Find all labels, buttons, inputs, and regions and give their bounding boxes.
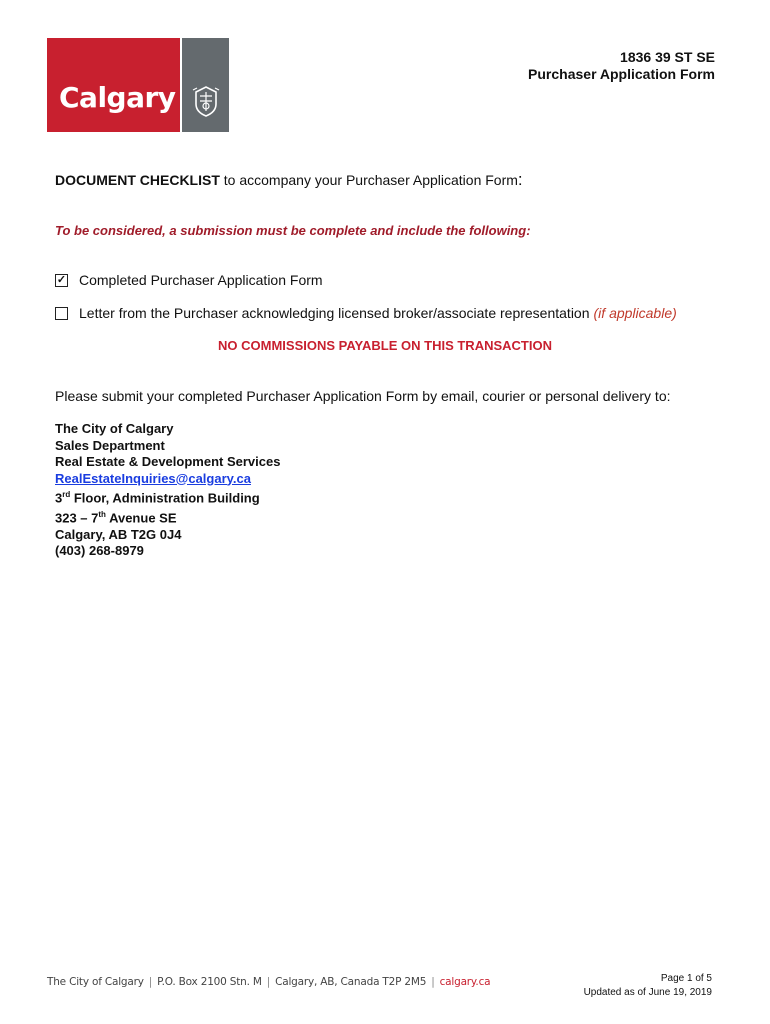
- checklist-item-label: Completed Purchaser Application Form: [79, 272, 323, 288]
- footer-org: The City of Calgary: [47, 976, 144, 988]
- address-dept: Sales Department: [55, 437, 165, 453]
- checklist-item-label: Letter from the Purchaser acknowledging licensed broker/associate representation: [79, 305, 590, 321]
- checklist-item: [55, 272, 323, 288]
- document-header: [528, 49, 715, 83]
- address-division: Real Estate & Development Services: [55, 454, 281, 469]
- mailing-address: [55, 421, 280, 560]
- checklist-title-bold: DOCUMENT CHECKLIST: [55, 172, 220, 188]
- logo-red-panel: [47, 38, 180, 132]
- footer-website-link[interactable]: calgary.ca: [439, 976, 491, 988]
- footer-location: Calgary, AB, Canada T2P 2M5: [275, 976, 427, 988]
- address-city: Calgary, AB T2G 0J4: [55, 526, 182, 542]
- submission-notice: To be considered, a submission must be complete and include the following:: [55, 223, 531, 238]
- logo-wordmark: Calgary: [59, 81, 176, 114]
- calgary-logo: [47, 38, 229, 132]
- property-address: 1836 39 ST SE: [620, 49, 715, 65]
- no-commission-notice: NO COMMISSIONS PAYABLE ON THIS TRANSACTION: [218, 338, 552, 353]
- checklist-title-colon: :: [517, 170, 523, 189]
- checkbox-checked[interactable]: ✓: [56, 273, 67, 286]
- footer-po: P.O. Box 2100 Stn. M: [157, 976, 262, 988]
- if-applicable-note: (if applicable): [593, 305, 677, 321]
- footer-page-info: [584, 972, 712, 1000]
- email-link[interactable]: RealEstateInquiries@calgary.ca: [55, 470, 251, 486]
- logo-grey-panel: [182, 38, 229, 132]
- address-org: The City of Calgary: [55, 421, 174, 436]
- footer-contact: The City of Calgary | P.O. Box 2100 Stn. M | Calgary, AB, Canada T2P 2M5 | calgary.ca: [47, 976, 491, 988]
- page-number: Page 1 of 5: [660, 973, 712, 984]
- address-phone: (403) 268-8979: [55, 543, 144, 559]
- submit-instructions: Please submit your completed Purchaser Application Form by email, courier or personal delivery to:: [55, 388, 671, 404]
- checklist-item: [55, 305, 677, 321]
- address-floor: 3rd Floor, Administration Building: [55, 490, 260, 506]
- city-crest-icon: [191, 84, 221, 118]
- checkbox-unchecked[interactable]: [55, 307, 68, 320]
- checklist-title-rest: to accompany your Purchaser Application Form: [223, 172, 518, 188]
- address-street: 323 – 7th Avenue SE: [55, 509, 177, 526]
- updated-date: Updated as of June 19, 2019: [583, 987, 712, 998]
- checklist-heading: [55, 170, 523, 190]
- form-title: Purchaser Application Form: [528, 66, 715, 82]
